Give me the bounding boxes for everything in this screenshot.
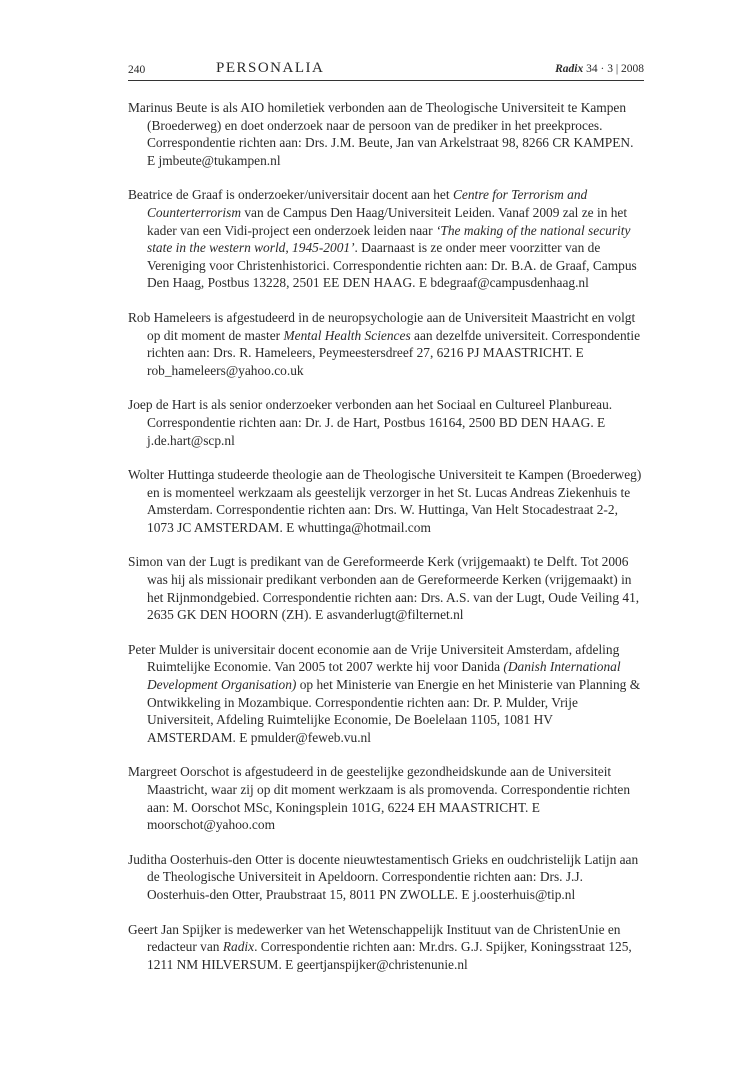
header-rule (128, 80, 644, 81)
entry-huttinga: Wolter Huttinga studeerde theologie aan de Theologische Universiteit te Kampen (Broederweg) en is momenteel werkzaam als geestelijk verzorger in het St. Lucas Andreas Ziekenhuis te Amsterdam. Correspondentie richten aan: Drs. W. Huttinga, Van Helt Stocadestraat 2-2, 1073 JC AMSTERDAM. E whuttinga@hotmail.com (128, 467, 642, 535)
page-header (128, 58, 644, 78)
journal-issue: 34 · 3 | 2008 (586, 63, 644, 75)
entry-hameleers: Rob Hameleers is afgestudeerd in de neuropsychologie aan de Universiteit Maastricht en volgt op dit moment de master Mental Health Sciences aan dezelfde universiteit. Correspondentie richten aan: Drs. R. Hameleers, Peymeestersdreef 27, 6216 PJ MAASTRICHT. E rob_hameleers@yahoo.co.uk (128, 309, 641, 378)
entry-van-der-lugt: Simon van der Lugt is predikant van de Gereformeerde Kerk (vrijgemaakt) te Delft. Tot 2006 was hij als missionair predikant verbonden aan de Gereformeerde Kerken (vrijgemaakt) in het Rijnmondgebied. Correspondentie richten aan: Drs. A.S. van der Lugt, Oude Veiling 41, 2635 GK DEN HOORN (ZH). E asvanderlugt@filternet.nl (128, 554, 640, 623)
entry-beute: Marinus Beute is als AIO homiletiek verbonden aan de Theologische Universiteit te Kampen (Broederweg) en doet onderzoek naar de persoon van de prediker in het preekproces. Correspondentie richten aan: Drs. J.M. Beute, Jan van Arkelstraat 98, 8266 CR KAMPEN. E jmbeute@tukampen.nl (128, 100, 634, 168)
section-title: PERSONALIA (216, 60, 325, 76)
page-number: 240 (128, 64, 146, 76)
entry-oosterhuis: Juditha Oosterhuis-den Otter is docente nieuwtestamentisch Grieks en oudchristelijk Latijn aan de Theologische Universiteit in Apeldoorn. Correspondentie richten aan: Drs. J.J. Oosterhuis-den Otter, Praubstraat 15, 8011 PN ZWOLLE. E j.oosterhuis@tip.nl (128, 851, 639, 902)
entry-de-graaf: Beatrice de Graaf is onderzoeker/universitair docent aan het Centre for Terrorism and Counterterrorism van de Campus Den Haag/Universiteit Leiden. Vanaf 2009 zal ze in het kader van een Vidi-project een onderzoek leiden naar ‘The making of the national security state in the western world, 1945-2001’. Daarnaast is ze onder meer voorzitter van de Vereniging voor Christenhistorici. Correspondentie richten aan: Dr. B.A. de Graaf, Campus Den Haag, Postbus 13228, 2501 EE DEN HAAG. E bdegraaf@campusdenhaag.nl (128, 187, 637, 291)
entry-spijker: Geert Jan Spijker is medewerker van het Wetenschappelijk Instituut van de ChristenUnie en redacteur van Radix. Correspondentie richten aan: Mr.drs. G.J. Spijker, Koningsstraat 125, 1211 NM HILVERSUM. E geertjanspijker@christenunie.nl (128, 921, 632, 972)
entry-oorschot: Margreet Oorschot is afgestudeerd in de geestelijke gezondheidskunde aan de Universiteit Maastricht, waar zij op dit moment werkzaam is als promovenda. Correspondentie richten aan: M. Oorschot MSc, Koningsplein 101G, 6224 EH MAASTRICHT. E moorschot@yahoo.com (128, 764, 631, 833)
journal-name: Radix (555, 63, 584, 75)
entry-de-hart: Joep de Hart is als senior onderzoeker verbonden aan het Sociaal en Cultureel Planbureau. Correspondentie richten aan: Dr. J. de Hart, Postbus 16164, 2500 BD DEN HAAG. E j.de.hart@scp.nl (128, 397, 613, 448)
personalia-list (128, 99, 644, 990)
entry-mulder: Peter Mulder is universitair docent economie aan de Vrije Universiteit Amsterdam, afdeling Ruimtelijke Economie. Van 2005 tot 2007 werkte hij voor Danida (Danish International Development Organisation) op het Ministerie van Energie en het Ministerie van Planning & Ontwikkeling in Mozambique. Correspondentie richten aan: Dr. P. Mulder, Vrije Universiteit, Afdeling Ruimtelijke Economie, De Boelelaan 1105, 1081 HV AMSTERDAM. E pmulder@feweb.vu.nl (128, 641, 641, 745)
journal-reference (555, 63, 644, 75)
